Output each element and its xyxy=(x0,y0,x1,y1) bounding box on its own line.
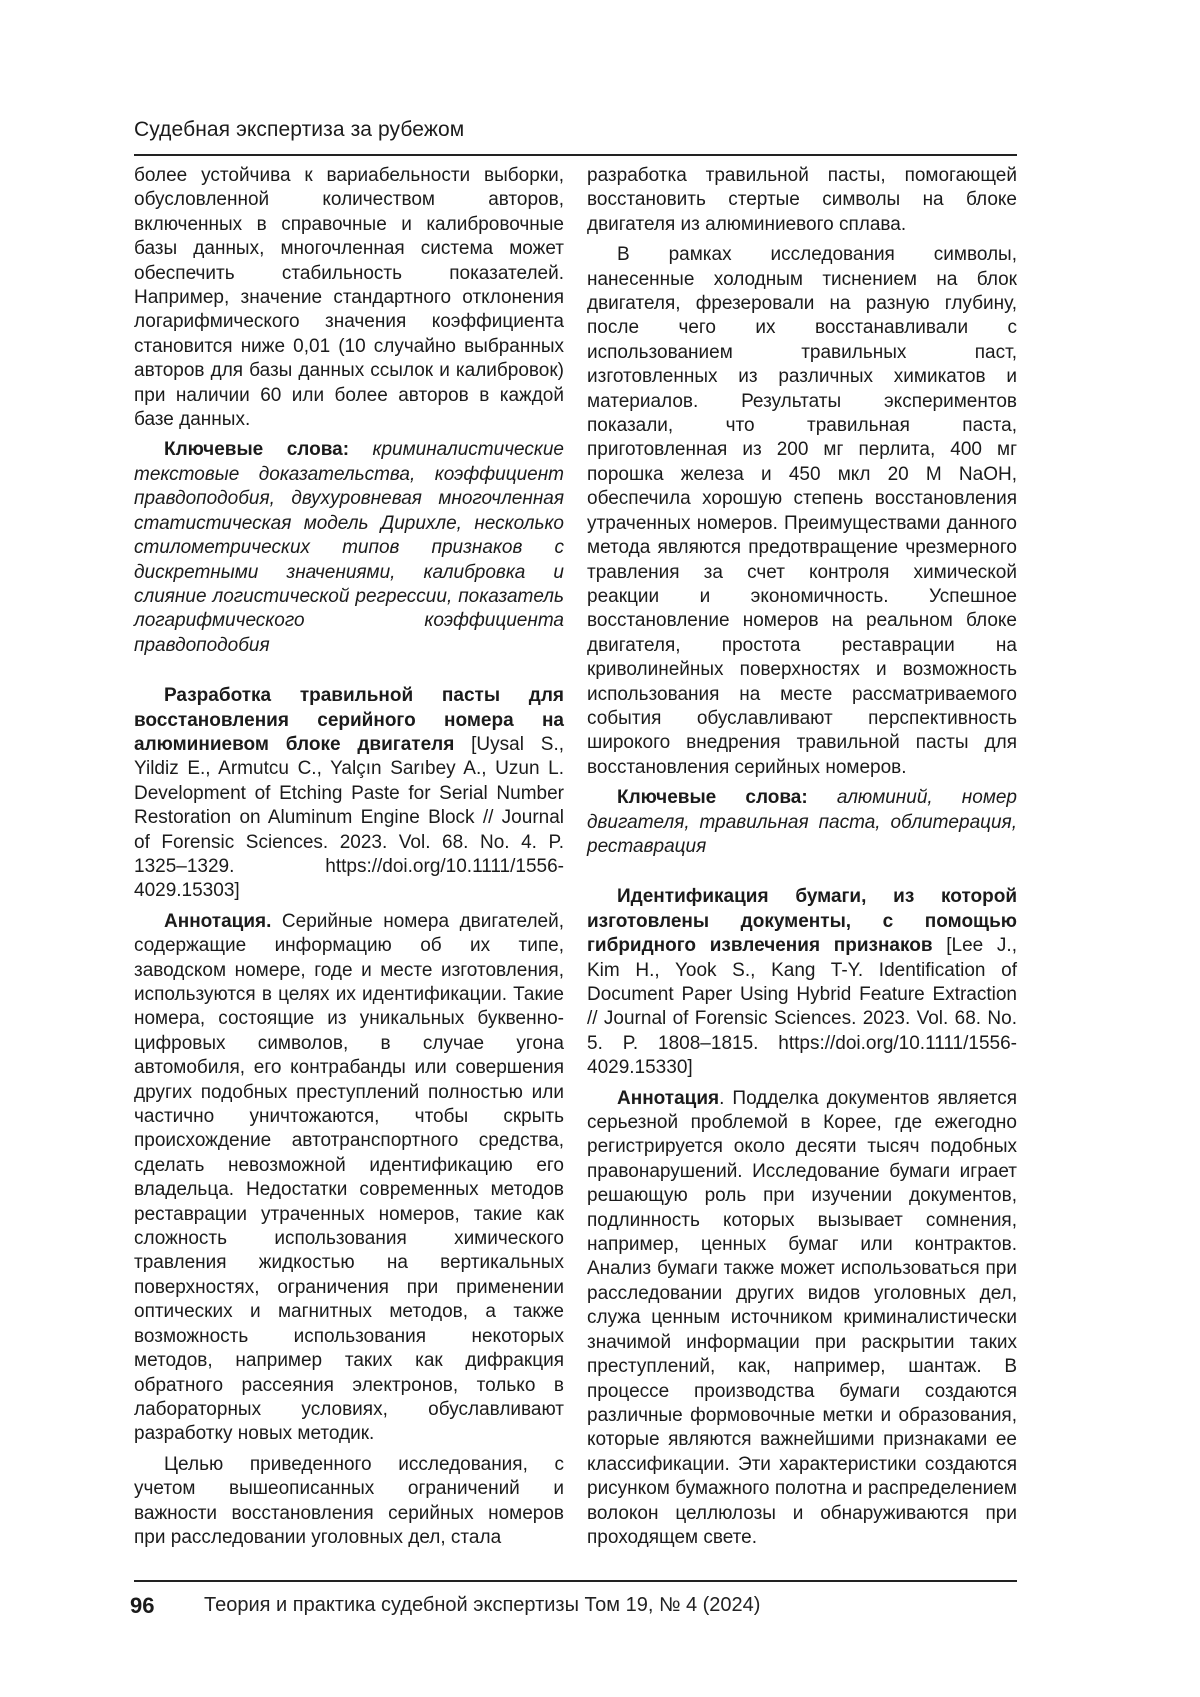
abstract-label: Аннотация xyxy=(617,1087,720,1109)
header-rule xyxy=(134,154,1017,156)
method-paragraph: В рамках исследования символы, нанесенные холодным тиснением на блок двигателя, фрезеровали на разную глубину, после чего их восстанавливали с использованием травильных паст, изготовленных из различных химикатов и материалов. Результаты экспериментов показали, что травильная паста, приготовленная из 200 мг перлита, 400 мг порошка железа и 450 мкл 20 M NaOH, обеспечила хорошую степень восстановления утраченных номеров. Преимуществами данного метода являются предотвращение чрезмерного травления за счет контроля химической реакции и экономичность. Успешное восстановление номеров на реальном блоке двигателя, простота реставрации на криволинейных поверхностях и возможность использования на месте рассматриваемого события обуславливают перспективность широкого внедрения травильной пасты для восстановления серийных номеров. xyxy=(587,244,1017,778)
page-number: 96 xyxy=(130,1593,155,1618)
abstract-paragraph-1 xyxy=(134,910,564,1447)
article-reference: [Lee J., Kim H., Yook S., Kang T-Y. Identification of Document Paper Using Hybrid Feature Extraction // Journal of Forensic Sciences. 2023. Vol. 68. No. 5. P. 1808–1815. https://doi.org/10.1111/1556-4029.15330] xyxy=(587,935,1017,1079)
keywords-paragraph-1 xyxy=(134,438,564,658)
article-entry-1 xyxy=(134,684,564,904)
keywords-label: Ключевые слова: xyxy=(617,787,808,809)
right-column xyxy=(587,164,1017,1556)
abstract-label: Аннотация. xyxy=(164,910,272,932)
keywords-paragraph-2 xyxy=(587,786,1017,859)
continued-paragraph: разработка травильной пасты, помогающей восстановить стертые символы на блоке двигателя из алюминиевого сплава. xyxy=(587,165,1017,235)
running-title: Судебная экспертиза за рубежом xyxy=(134,118,465,141)
intro-paragraph: более устойчива к вариабельности выборки, обусловленной количеством авторов, включенных в справочные и калибровочные базы данных, многочленная система может обеспечить стабильность показателей. Например, значение стандартного отклонения логарифмического значения коэффициента становится ниже 0,01 (10 случайно выбранных авторов для базы данных ссылок и калибровок) при наличии 60 или более авторов в каждой базе данных. xyxy=(134,165,564,431)
keywords-text: алюминий, номер двигателя, травильная паста, облитерация, реставрация xyxy=(587,787,1017,857)
left-column xyxy=(134,164,564,1556)
article-entry-2 xyxy=(587,885,1017,1080)
keywords-label: Ключевые слова: xyxy=(164,439,350,461)
footer-rule xyxy=(134,1580,1017,1582)
article-title: Идентификация бумаги, из которой изготовлены документы, с помощью гибридного извлечения признаков xyxy=(587,886,1017,957)
article-title: Разработка травильной пасты для восстановления серийного номера на алюминиевом блоке двигателя xyxy=(134,685,564,755)
article-reference: [Uysal S., Yildiz E., Armutcu C., Yalçın Sarıbey A., Uzun L. Development of Etching Paste for Serial Number Restoration on Aluminum Engine Block // Journal of Forensic Sciences. 2023. Vol. 68. No. 4. P. 1325–1329. https://doi.org/10.1111/1556-4029.15303] xyxy=(134,733,564,902)
abstract-text: . Подделка документов является серьезной проблемой в Корее, где ежегодно регистрируется около десяти тысяч подобных правонарушений. Исследование бумаги играет решающую роль при изучении документов, подлинность которых вызывает сомнения, например, ценных бумаг или контрактов. Анализ бумаги также может использоваться при расследовании других видов уголовных дел, служа ценным источником криминалистически значимой информации при раскрытии таких преступлений, как, например, шантаж. В процессе производства бумаги создаются различные формовочные метки и образования, которые являются важнейшими признаками ее классификации. Эти характеристики создаются рисунком бумажного полотна и распределением волокон целлюлозы и обнаруживаются при проходящем свете. xyxy=(587,1087,1017,1548)
keywords-text: криминалистические текстовые доказательства, коэффициент правдоподобия, двухуровневая многочленная статистическая модель Дирихле, несколько стилометрических типов признаков с дискретными значениями, калибровка и слияние логистической регрессии, показатель логарифмического коэффициента правдоподобия xyxy=(134,439,564,656)
journal-citation: Теория и практика судебной экспертизы Том 19, № 4 (2024) xyxy=(204,1594,761,1616)
purpose-paragraph: Целью приведенного исследования, с учетом вышеописанных ограничений и важности восстановления серийных номеров при расследовании уголовных дел, стала xyxy=(134,1453,564,1548)
abstract-text: Серийные номера двигателей, содержащие информацию об их типе, заводском номере, годе и месте изготовления, используются в целях их идентификации. Такие номера, состоящие из уникальных буквенно-цифровых символов, в случае угона автомобиля, его контрабанды или совершения других подобных преступлений полностью или частично уничтожаются, чтобы скрыть происхождение автотранспортного средства, сделать невозможной идентификацию его владельца. Недостатки современных методов реставрации утраченных номеров, такие как сложность использования химического травления жидкостью на вертикальных поверхностях, ограничения при применении оптических и магнитных методов, а также возможность использования некоторых методов, например таких как дифракция обратного рассеяния электронов, только в лабораторных условиях, обуславливают разработку новых методик. xyxy=(134,910,564,1445)
abstract-paragraph-2 xyxy=(587,1087,1017,1551)
